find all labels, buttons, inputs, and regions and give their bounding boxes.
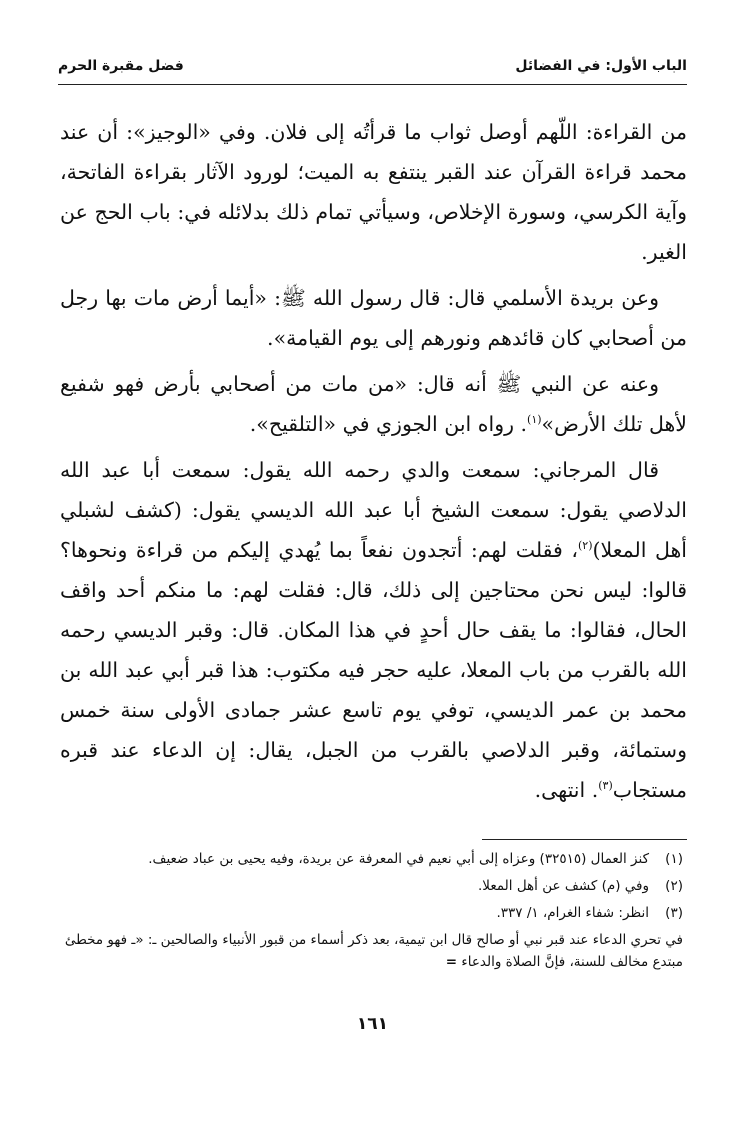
footnote-continuation <box>58 929 683 973</box>
footnotes <box>58 848 683 973</box>
paragraph-3 <box>60 364 687 444</box>
page-number: ١٦١ <box>356 1014 389 1034</box>
footnote-ref-2: (٢) <box>577 539 593 553</box>
footnote-1-text: كنز العمال (٣٢٥١٥) وعزاه إلى أبي نعيم في المعرفة عن بريدة، وفيه يحيى بن عباد ضعيف. <box>148 851 649 867</box>
footnote-3-number: (٣) <box>665 905 683 921</box>
chapter-title: الباب الأول: في الفضائل <box>515 58 687 74</box>
footnote-continuation-text: في تحري الدعاء عند قبر نبي أو صالح قال ابن تيمية، بعد ذكر أسماء من قبور الأنبياء والصالحين ـ: «ـ فهو مخطئ مبتدع مخالف للسنة، فإنَّ الصلاة والدعاء <box>64 932 683 970</box>
paragraph-4 <box>60 450 687 810</box>
paragraph-4-end: . انتهى. <box>534 778 599 802</box>
footnote-ref-1: (١) <box>527 413 542 427</box>
continuation-mark: = <box>445 954 458 970</box>
header-rule <box>58 84 687 85</box>
footnote-1-number: (١) <box>665 851 683 867</box>
paragraph-4-text-a: قال المرجاني: سمعت والدي رحمه الله يقول: سمعت أبا عبد الله الدلاصي يقول: سمعت الشيخ أبا عبد الله الديسي يقول: (كشف لشبلي أهل المعلا) <box>60 458 687 562</box>
footnote-2 <box>58 875 683 898</box>
running-header <box>58 54 687 82</box>
paragraph-3-text: وعنه عن النبي ﷺ أنه قال: «من مات من أصحابي بأرض فهو شفيع لأهل تلك الأرض» <box>60 372 687 436</box>
section-title: فضل مقبرة الحرم <box>58 58 184 74</box>
footnote-2-number: (٢) <box>665 878 683 894</box>
main-text <box>60 112 687 816</box>
footnote-ref-3: (٣) <box>598 779 613 793</box>
footnote-1 <box>58 848 683 871</box>
paragraph-2: وعن بريدة الأسلمي قال: قال رسول الله ﷺ: «أيما أرض مات بها رجل من أصحابي كان قائدهم ونورهم إلى يوم القيامة». <box>60 286 687 350</box>
footnote-3-text: انظر: شفاء الغرام، ١/ ٣٣٧. <box>496 905 649 921</box>
footnote-3 <box>58 902 683 925</box>
paragraph-4-text-b: ، فقلت لهم: أتجدون نفعاً بما يُهدي إليكم من قراءة ونحوها؟ قالوا: ليس نحن محتاجين إلى ذلك، قال: فقلت لهم: ما منكم أحد واقف الحال، فقالوا: ما يقف حال أحدٍ في هذا المكان. قال: وقبر الديسي رحمه الله بالقرب من باب المعلا، عليه حجر فيه مكتوب: هذا قبر أبي عبد الله بن محمد بن عمر الديسي، توفي يوم تاسع عشر جمادى الأولى سنة خمس وستمائة، وقبر الدلاصي بالقرب من الجبل، يقال: إن الدعاء عند قبره مستجاب <box>60 538 687 802</box>
paragraph-3-end: . رواه ابن الجوزي في «التلقيح». <box>249 412 528 436</box>
paragraph-1: من القراءة: اللّهم أوصل ثواب ما قرأتُه إلى فلان. وفي «الوجيز»: أن عند محمد قراءة القرآن عند القبر ينتفع به الميت؛ لورود الآثار بقراءة الفاتحة، وآية الكرسي، وسورة الإخلاص، وسيأتي تمام ذلك بدلائله في: باب الحج عن الغير. <box>60 120 687 264</box>
footnote-2-text: وفي (م) كشف عن أهل المعلا. <box>478 878 649 894</box>
footnote-rule <box>482 839 687 840</box>
